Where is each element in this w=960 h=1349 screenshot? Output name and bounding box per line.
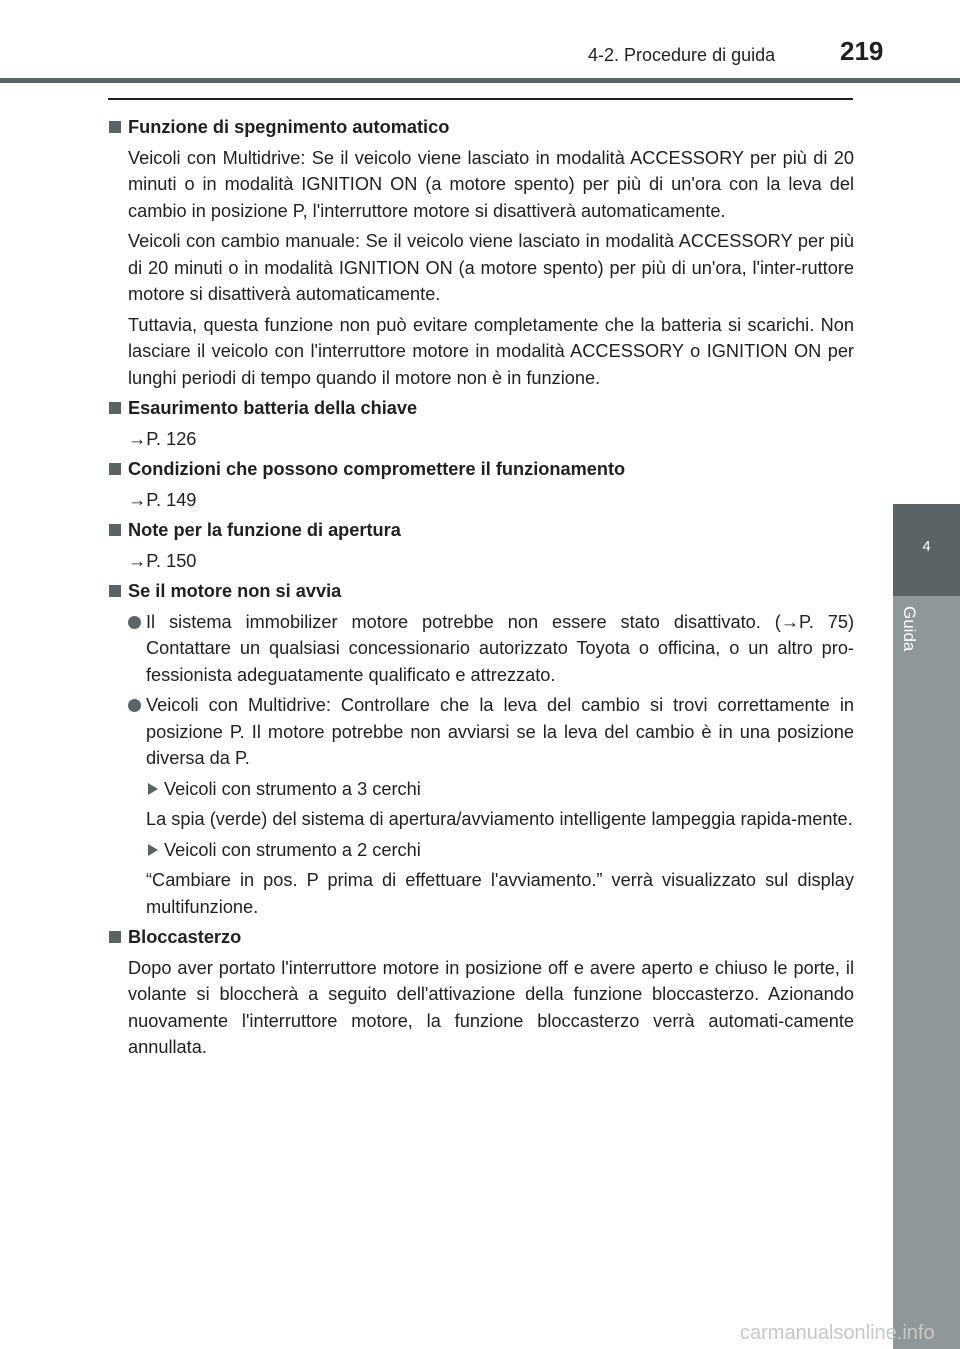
- header-divider: [0, 78, 960, 83]
- square-bullet-icon: [109, 585, 121, 597]
- chapter-number: 4: [922, 538, 931, 555]
- section-engine-not-start: [108, 578, 854, 920]
- section-steering-lock: [108, 924, 854, 1061]
- page-header: [0, 0, 960, 78]
- circle-bullet-icon: [128, 699, 141, 712]
- list-item: Veicoli con Multidrive: Controllare che la leva del cambio si trovi correttamente in posizione P. Il motore potrebbe non avviarsi se la leva del cambio è in una posizione diversa da P.: [128, 692, 854, 772]
- section-heading: Bloccasterzo: [108, 924, 854, 951]
- paragraph: Dopo aver portato l'interruttore motore in posizione off e avere aperto e chiuso le porte, il volante si bloccherà a seguito dell'attivazione della funzione bloccasterzo. Azionando nuovamente l'interruttore motore, la funzione bloccasterzo verrà automati-camente annullata.: [128, 957, 854, 1057]
- section-key-battery: [108, 395, 854, 452]
- triangle-bullet-icon: [148, 844, 158, 856]
- section-heading: Condizioni che possono compromettere il funzionamento: [108, 456, 854, 483]
- page-reference-link[interactable]: →P. 150: [128, 550, 197, 571]
- paragraph: La spia (verde) del sistema di apertura/avviamento intelligente lampeggia rapida-mente.: [146, 809, 853, 829]
- square-bullet-icon: [109, 931, 121, 943]
- watermark: carmanualsonline.info: [740, 1322, 935, 1344]
- chapter-tab: [893, 504, 960, 596]
- section-auto-off: [108, 114, 854, 391]
- section-entry-notes: [108, 517, 854, 574]
- sub-heading: Veicoli con strumento a 3 cerchi: [146, 776, 854, 803]
- sub-heading: Veicoli con strumento a 2 cerchi: [146, 837, 854, 864]
- section-heading: Esaurimento batteria della chiave: [108, 395, 854, 422]
- paragraph: Veicoli con cambio manuale: Se il veicolo viene lasciato in modalità ACCESSORY per più di 20 minuti o in modalità IGNITION ON (a motore spento) per più di un'ora, l'inter-ruttore motore si disattiverà automaticamente.: [128, 231, 854, 304]
- section-conditions: [108, 456, 854, 513]
- section-heading: Funzione di spegnimento automatico: [108, 114, 854, 141]
- chapter-label: [891, 606, 931, 666]
- page-reference-link[interactable]: →P. 149: [128, 489, 197, 510]
- square-bullet-icon: [109, 402, 121, 414]
- section-heading: Note per la funzione di apertura: [108, 517, 854, 544]
- paragraph: “Cambiare in pos. P prima di effettuare l'avviamento.” verrà visualizzato sul display multifunzione.: [146, 870, 854, 917]
- list-item: Il sistema immobilizer motore potrebbe non essere stato disattivato. (→P. 75) Contattare un qualsiasi concessionario autorizzato Toyota o officina, o un altro pro-fessionista adeguatamente qualificato e attrezzato.: [128, 609, 854, 689]
- content-top-rule: [108, 98, 853, 100]
- section-title: 4-2. Procedure di guida: [588, 45, 776, 65]
- circle-bullet-icon: [128, 616, 141, 629]
- main-content: [108, 110, 854, 1061]
- chapter-strip: [893, 596, 960, 1349]
- page-reference-link[interactable]: →P. 126: [128, 428, 197, 449]
- square-bullet-icon: [109, 121, 121, 133]
- square-bullet-icon: [109, 463, 121, 475]
- paragraph: Veicoli con Multidrive: Se il veicolo viene lasciato in modalità ACCESSORY per più di 20 minuti o in modalità IGNITION ON (a motore spento) per più di un'ora con la leva del cambio in posizione P, l'interruttore motore si disattiverà automaticamente.: [128, 147, 854, 221]
- paragraph: Tuttavia, questa funzione non può evitare completamente che la batteria si scarichi. Non lasciare il veicolo con l'interruttore motore in modalità ACCESSORY o IGNITION ON per lunghi periodi di tempo quando il motore non è in funzione.: [128, 314, 854, 388]
- page-number: 219: [840, 36, 884, 66]
- section-heading: Se il motore non si avvia: [108, 578, 854, 605]
- triangle-bullet-icon: [148, 783, 158, 795]
- chapter-label-text: Guida: [900, 606, 919, 652]
- square-bullet-icon: [109, 524, 121, 536]
